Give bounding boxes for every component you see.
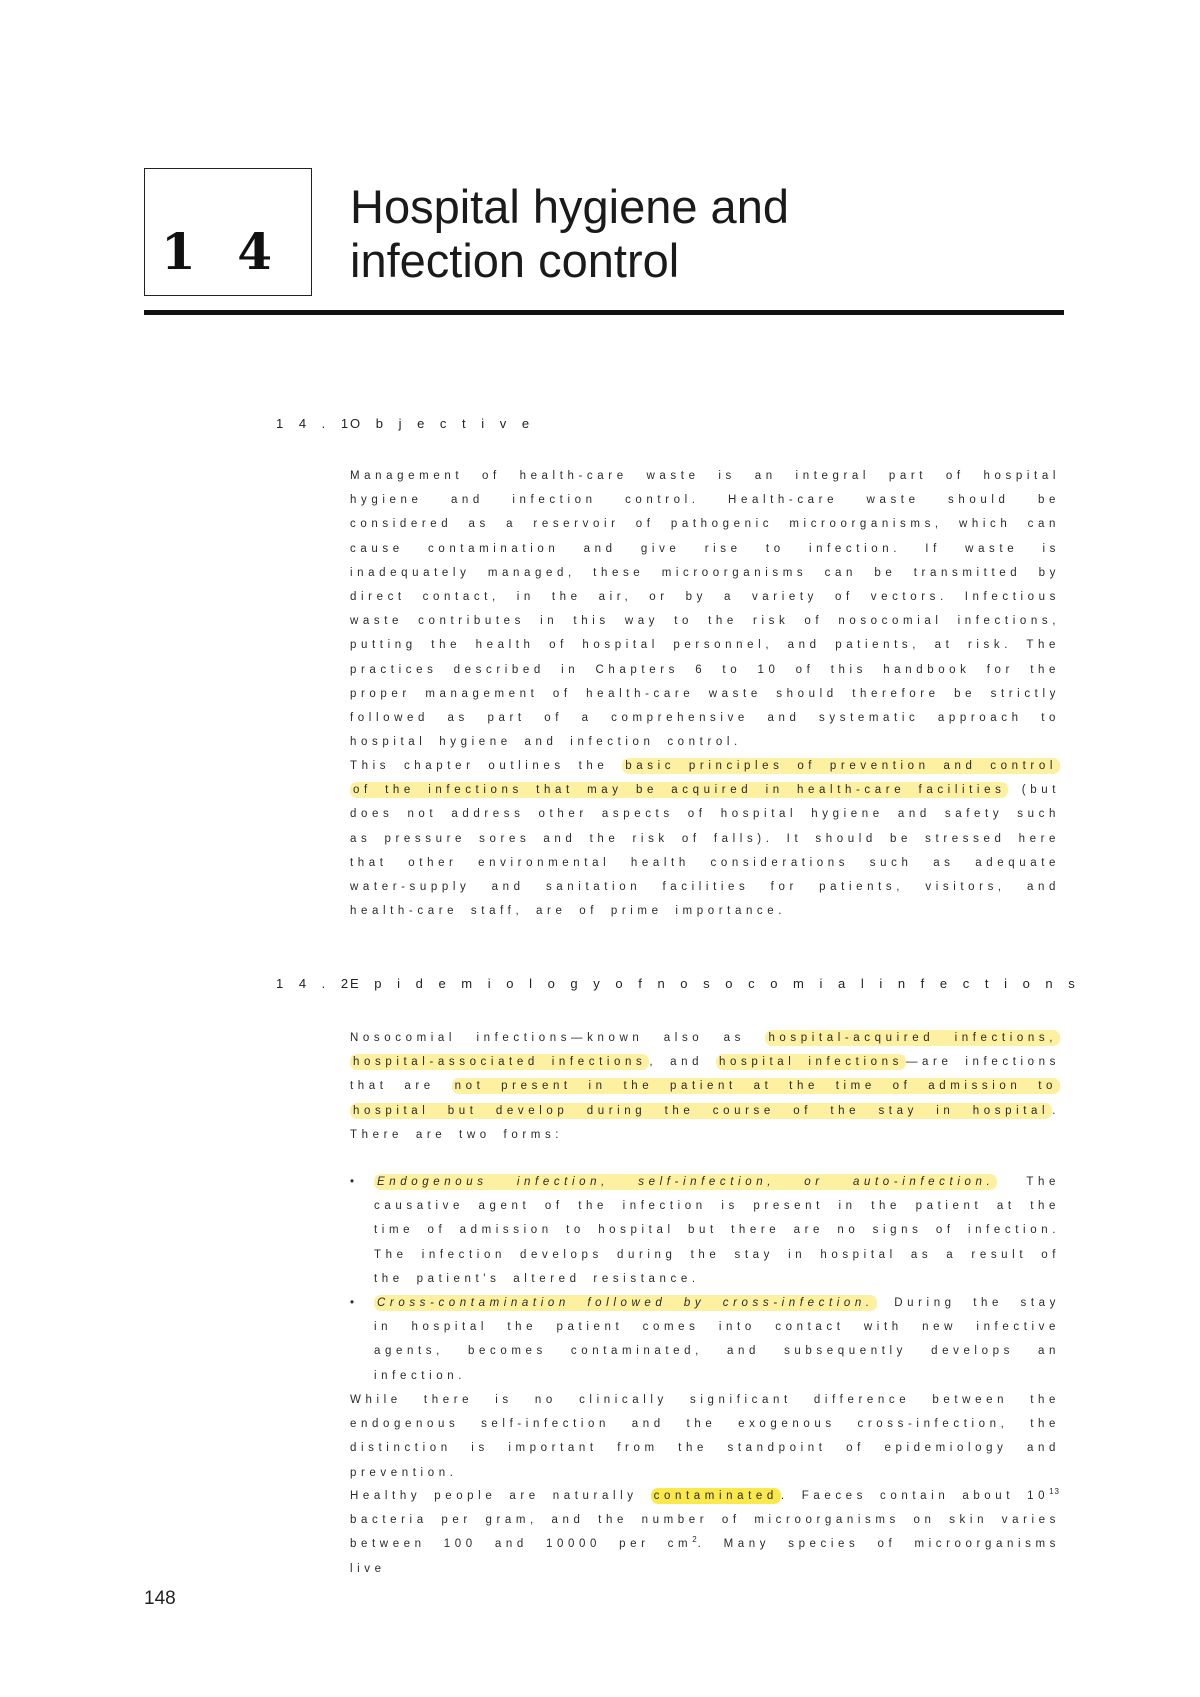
title-rule (144, 310, 1064, 315)
outline-highlight: basic principles of prevention and control of the infections that may be acquired in health-care facilities (350, 758, 1060, 798)
definition-highlight-3: not present in the patient at the time of admission to hospital but develop during the course of the stay in hospital (350, 1078, 1060, 1118)
infection-distinction-paragraph (350, 1388, 1060, 1485)
bullet-icon: • (350, 1297, 359, 1310)
outline-text-start: This chapter outlines the (350, 760, 623, 772)
chapter-title (350, 180, 1070, 288)
section-14-1-title: O b j e c t i v e (350, 416, 536, 431)
bullet-icon: • (350, 1176, 359, 1188)
contaminated-highlight: contaminated (651, 1488, 781, 1504)
bullet1-text: The causative agent of the infection is present in the patient at the time of admission to hospital but there are no signs of infection. The infection develops during the stay in hospital as a result of the patient's altered resistance. (374, 1176, 1060, 1285)
bullet1-heading: Endogenous infection, self-infection, or auto-infection. (374, 1174, 997, 1190)
bullet2-heading: Cross-contamination followed by cross-infection. (374, 1295, 877, 1311)
healthy-text-a: Healthy people are naturally (350, 1490, 651, 1502)
chapter-outline-paragraph (350, 754, 1060, 923)
healthy-text-c: bacteria per gram, and the number of microorganisms on skin varies between 100 and 10000 per cm (350, 1514, 1060, 1551)
nosocomial-definition-paragraph (350, 1026, 1060, 1147)
chapter-title-line2: infection control (350, 234, 680, 287)
section-14-2-title: E p i d e m i o l o g y o f n o s o c o m i a l i n f e c t i o n s (350, 976, 1081, 991)
section-14-1-number: 1 4 . 1 (276, 416, 355, 431)
definition-text-d: . There are two forms: (350, 1104, 1060, 1141)
list-item (350, 1291, 1060, 1388)
definition-text-c: —are infections that are (350, 1056, 1060, 1093)
page-number: 148 (144, 1588, 176, 1609)
chapter-number-box (144, 168, 312, 296)
objective-paragraph (350, 464, 1060, 754)
distinction-text: While there is no clinically significant difference between the endogenous self-infection and the exogenous cross-infection, the distinction is important from the standpoint of epidemiology and prevention. (350, 1394, 1060, 1479)
section-14-2-number: 1 4 . 2 (276, 976, 355, 991)
objective-text: Management of health-care waste is an integral part of hospital hygiene and infection control. Health-care waste should be considered as a reservoir of pathogenic microorganisms, which can cause contamination and give rise to infection. If waste is inadequately managed, these microorganisms can be transmitted by direct contact, in the air, or by a variety of vectors. Infectious waste contributes in this way to the risk of nosocomial infections, putting the health of hospital personnel, and patients, at risk. The practices described in Chapters 6 to 10 of this handbook for the proper management of health-care waste should therefore be strictly followed as part of a comprehensive and systematic approach to hospital hygiene and infection control. (350, 470, 1060, 749)
definition-highlight-2: hospital infections (716, 1054, 906, 1070)
chapter-title-line1: Hospital hygiene and (350, 180, 789, 233)
definition-text-a: Nosocomial infections—known also as (350, 1032, 766, 1044)
exponent-13: 13 (1049, 1487, 1061, 1497)
definition-highlight-1: hospital-acquired infections, hospital-associated infections (350, 1030, 1060, 1070)
bullet2-text: During the stay in hospital the patient comes into contact with new infective agents, becomes contaminated, and subsequently develops an infection. (374, 1297, 1060, 1382)
list-item (350, 1170, 1060, 1291)
outline-text-end: (but does not address other aspects of hospital hygiene and safety such as pressure sores and the risk of falls). It should be stressed here that other environmental health considerations such as adequate water-supply and sanitation facilities for patients, visitors, and health-care staff, are of prime importance. (350, 784, 1060, 918)
healthy-text-b: . Faeces contain about 10 (780, 1490, 1050, 1502)
healthy-text-d: . Many species of microorganisms live (350, 1538, 1060, 1575)
infection-forms-list (350, 1170, 1060, 1388)
definition-text-b: , and (649, 1056, 716, 1069)
healthy-people-paragraph (350, 1484, 1060, 1581)
exponent-2: 2 (692, 1535, 698, 1545)
chapter-number: 1 4 (161, 222, 284, 281)
